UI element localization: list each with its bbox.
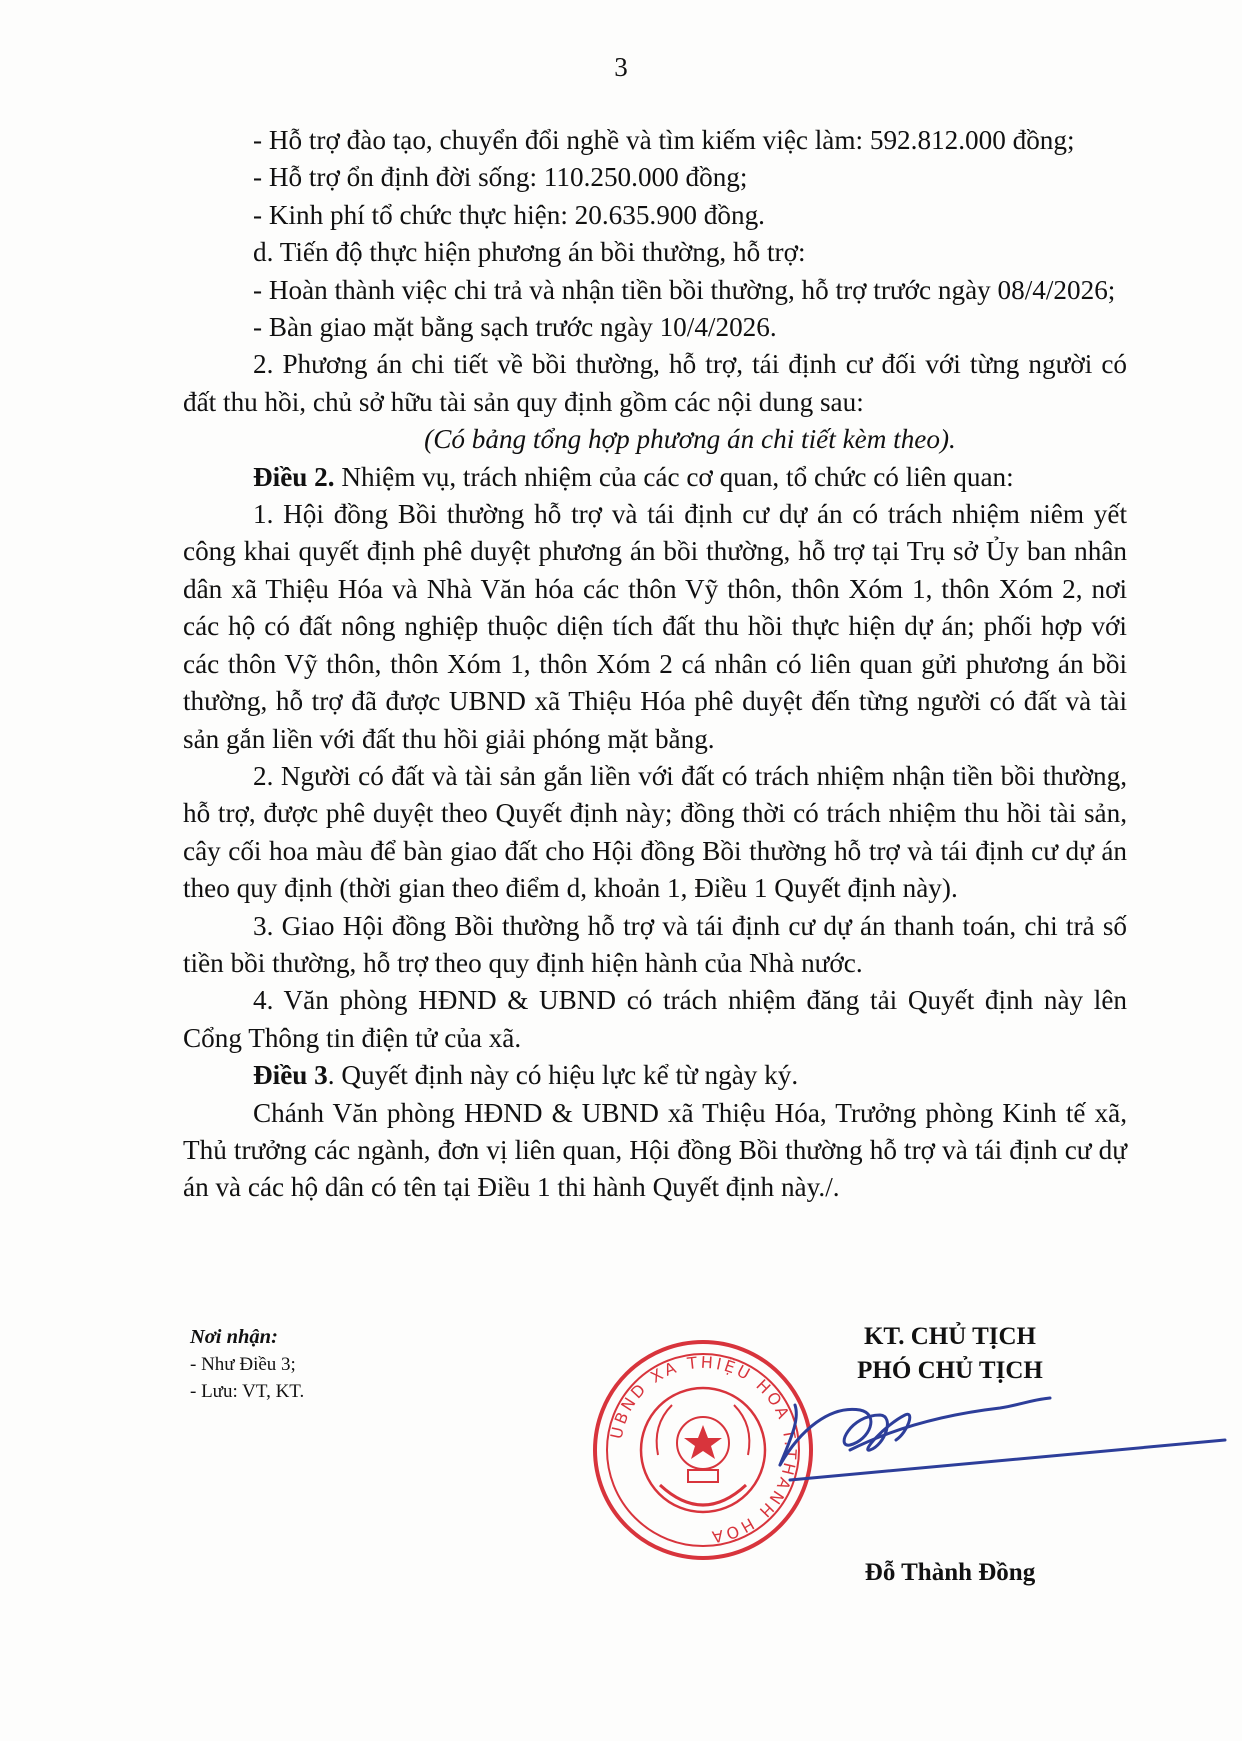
seal-text: UBND XÃ THIỆU HÓA T.THANH HÓA — [606, 1352, 801, 1547]
recipients-block — [190, 1324, 304, 1405]
line-handover-deadline: - Bàn giao mặt bằng sạch trước ngày 10/4/2026. — [253, 312, 777, 343]
attached-table-note: (Có bảng tổng hợp phương án chi tiết kèm theo). — [424, 424, 956, 455]
article-2-text: Nhiệm vụ, trách nhiệm của các cơ quan, tổ chức có liên quan: — [334, 461, 1014, 492]
article-3-label: Điều 3 — [253, 1060, 328, 1091]
recipients-title: Nơi nhận: — [190, 1326, 278, 1348]
article-2-item-3: 3. Giao Hội đồng Bồi thường hỗ trợ và tái định cư dự án thanh toán, chi trả số tiền bồi thường, hỗ trợ theo quy định hiện hành của Nhà nước. — [183, 910, 1127, 978]
article-2-label: Điều 2. — [253, 461, 335, 492]
paragraph-detailed-plan: 2. Phương án chi tiết về bồi thường, hỗ trợ, tái định cư đối với từng người có đất thu hồi, chủ sở hữu tài sản quy định gồm các nội dung sau: — [183, 349, 1127, 417]
line-schedule-heading: d. Tiến độ thực hiện phương án bồi thường, hỗ trợ: — [253, 237, 806, 268]
line-training-support: - Hỗ trợ đào tạo, chuyển đổi nghề và tìm kiếm việc làm: 592.812.000 đồng; — [253, 125, 1075, 155]
document-body — [183, 122, 1127, 1207]
signer-name: Đỗ Thành Đồng — [864, 1559, 1036, 1586]
article-2-item-4: 4. Văn phòng HĐND & UBND có trách nhiệm đăng tải Quyết định này lên Cổng Thông tin điện tử của xã. — [183, 985, 1127, 1053]
signature-line-2: PHÓ CHỦ TỊCH — [857, 1357, 1043, 1384]
signature-line-1: KT. CHỦ TỊCH — [863, 1323, 1037, 1350]
article-3-heading — [183, 1057, 1127, 1094]
page-number: 3 — [614, 52, 628, 82]
line-implementation-cost: - Kinh phí tổ chức thực hiện: 20.635.900 đồng. — [253, 199, 765, 230]
article-3-text: . Quyết định này có hiệu lực kể từ ngày ký. — [327, 1060, 799, 1091]
line-payment-deadline: - Hoàn thành việc chi trả và nhận tiền bồi thường, hỗ trợ trước ngày 08/4/2026; — [253, 274, 1116, 305]
signature-title-block — [740, 1320, 1160, 1388]
article-2-heading — [183, 459, 1127, 496]
article-2-item-2: 2. Người có đất và tài sản gắn liền với đất có trách nhiệm nhận tiền bồi thường, hỗ trợ, được phê duyệt theo Quyết định này; đồng thời có trách nhiệm thu hồi tài sản, cây cối hoa màu để bàn giao đất cho Hội đồng Bồi thường hỗ trợ và tái định cư dự án theo quy định (thời gian theo điểm d, khoản 1, Điều 1 Quyết định này). — [183, 760, 1127, 904]
article-2-item-1: 1. Hội đồng Bồi thường hỗ trợ và tái định cư dự án có trách nhiệm niêm yết công khai quyết định phê duyệt phương án bồi thường, hỗ trợ tại Trụ sở Ủy ban nhân dân xã Thiệu Hóa và Nhà Văn hóa các thôn Vỹ thôn, thôn Xóm 1, thôn Xóm 2, nơi các hộ có đất nông nghiệp thuộc diện tích đất thu hồi thực hiện dự án; phối hợp với các thôn Vỹ thôn, thôn Xóm 1, thôn Xóm 2 cá nhân có liên quan gửi phương án bồi thường, hỗ trợ đã được UBND xã Thiệu Hóa phê duyệt đến từng người có đất và tài sản gắn liền với đất thu hồi giải phóng mặt bằng. — [183, 499, 1127, 754]
recipient-item: - Lưu: VT, KT. — [190, 1381, 305, 1402]
execution-paragraph: Chánh Văn phòng HĐND & UBND xã Thiệu Hóa, Trưởng phòng Kinh tế xã, Thủ trưởng các ngành, đơn vị liên quan, Hội đồng Bồi thường hỗ trợ và tái định cư dự án và các hộ dân có tên tại Điều 1 thi hành Quyết định này./. — [183, 1097, 1127, 1203]
recipient-item: - Như Điều 3; — [190, 1354, 296, 1375]
line-living-support: - Hỗ trợ ổn định đời sống: 110.250.000 đồng; — [253, 162, 748, 193]
